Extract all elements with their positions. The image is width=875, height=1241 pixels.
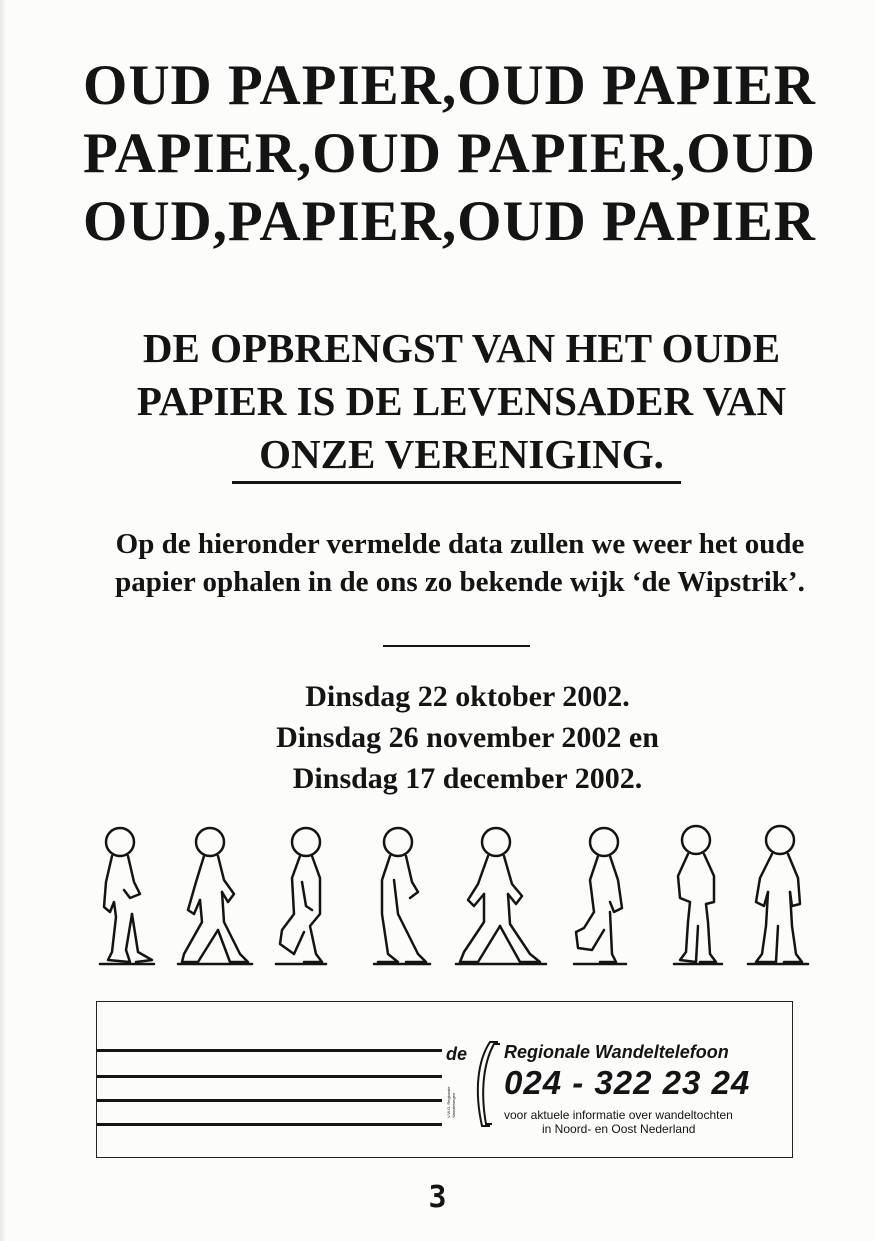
write-line: [97, 1049, 442, 1052]
write-line: [97, 1075, 442, 1078]
page-title: [0, 52, 875, 256]
write-line: [97, 1099, 442, 1102]
title-line-2: PAPIER,OUD PAPIER,OUD: [83, 122, 816, 185]
date-item: Dinsdag 17 december 2002.: [292, 762, 643, 795]
subtitle-underline: [232, 481, 681, 484]
date-list: [0, 676, 875, 799]
ad-info-line-1: voor aktuele informatie over wandeltochten: [504, 1108, 733, 1122]
ad-vertical-label: [446, 1080, 486, 1120]
subtitle-line-3: ONZE VERENIGING.: [259, 431, 664, 477]
ad-vertical-text: V.W.O. Regionale Wandelwegen: [446, 1086, 456, 1118]
ad-prefix: de: [446, 1044, 468, 1064]
ad-name: Regionale Wandeltelefoon: [504, 1042, 729, 1062]
title-line-1: OUD PAPIER,OUD PAPIER: [83, 54, 816, 117]
subtitle-line-1: DE OPBRENGST VAN HET OUDE: [142, 325, 781, 371]
intro-underline: [383, 645, 530, 647]
ad-block: [442, 1032, 787, 1136]
subtitle: [0, 322, 875, 481]
date-item: Dinsdag 22 oktober 2002.: [305, 680, 630, 713]
page-number: 3: [428, 1180, 447, 1215]
title-line-3: OUD,PAPIER,OUD PAPIER: [83, 190, 816, 253]
write-line: [97, 1123, 442, 1126]
date-item: Dinsdag 26 november 2002 en: [276, 721, 659, 754]
ad-phone: 024 - 322 23 24: [504, 1064, 751, 1101]
subtitle-line-2: PAPIER IS DE LEVENSADER VAN: [136, 378, 787, 424]
ad-info-line-2: in Noord- en Oost Nederland: [542, 1122, 696, 1136]
ad-box: [96, 1001, 793, 1158]
intro-text: Op de hieronder vermelde data zullen we weer het oude papier ophalen in de ons zo bekende wijk ‘de Wipstrik’.: [115, 528, 805, 598]
walking-figures-icon: [90, 822, 810, 972]
